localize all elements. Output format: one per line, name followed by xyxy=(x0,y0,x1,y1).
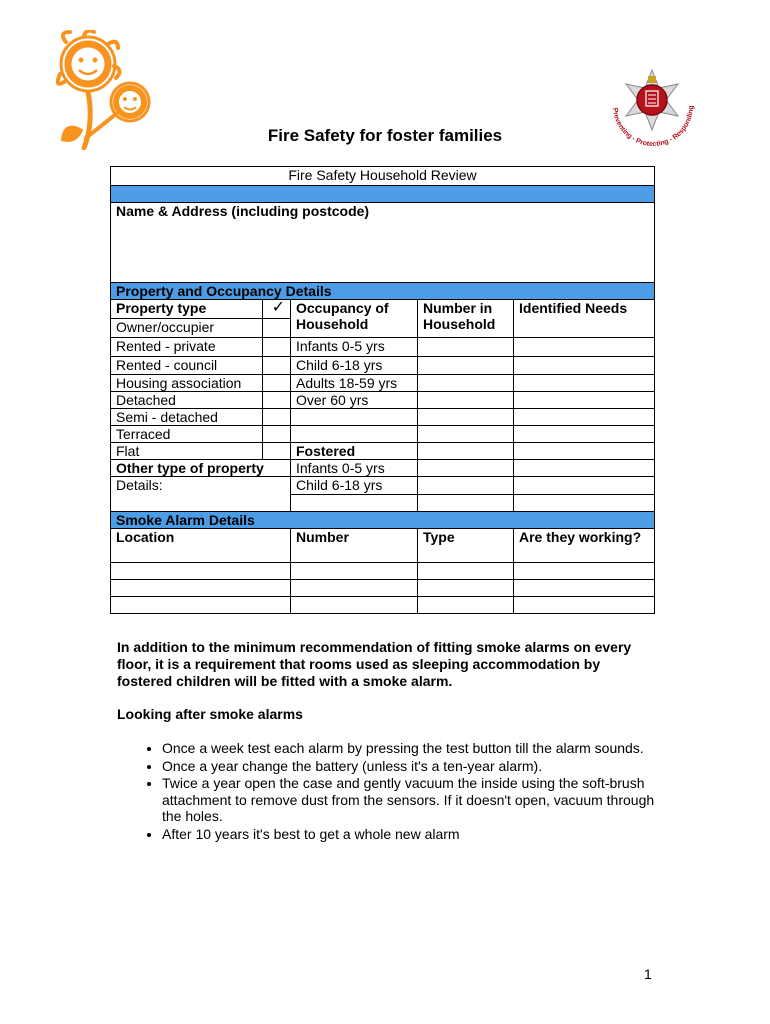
number-cell[interactable] xyxy=(418,375,514,392)
smoke-number-cell[interactable] xyxy=(291,597,418,614)
type-header: Type xyxy=(418,529,514,563)
household-review-form xyxy=(110,166,655,614)
smoke-location-cell[interactable] xyxy=(111,580,291,597)
smoke-number-cell[interactable] xyxy=(291,580,418,597)
number-col-header: Number xyxy=(291,529,418,563)
section-band xyxy=(111,186,655,203)
other-type-label: Other type of property xyxy=(111,460,291,477)
occupancy-item xyxy=(291,426,418,443)
occupancy-item: Infants 0-5 yrs xyxy=(291,338,418,357)
list-item: • Once a week test each alarm by pressing the test button till the alarm sounds. xyxy=(162,740,656,757)
number-header: Number in Household xyxy=(418,300,514,338)
property-tick-cell[interactable] xyxy=(263,409,291,426)
needs-cell[interactable] xyxy=(514,460,655,477)
property-type-item: Rented - private xyxy=(111,338,263,357)
property-type-item: Owner/occupier xyxy=(111,319,263,338)
property-type-item: Housing association xyxy=(111,375,263,392)
page-title: Fire Safety for foster families xyxy=(267,126,503,145)
looking-after-heading: Looking after smoke alarms xyxy=(117,706,303,722)
number-cell[interactable] xyxy=(418,409,514,426)
fire-logo-motto: Preventing - Protecting - Responding xyxy=(610,105,696,147)
occupancy-header: Occupancy of Household xyxy=(291,300,418,338)
smoke-type-cell[interactable] xyxy=(418,597,514,614)
property-tick-cell[interactable] xyxy=(263,319,291,338)
number-cell[interactable] xyxy=(418,392,514,409)
needs-cell[interactable] xyxy=(514,338,655,357)
needs-cell[interactable] xyxy=(514,426,655,443)
property-tick-cell[interactable] xyxy=(263,392,291,409)
page-number: 1 xyxy=(644,966,652,982)
smoke-location-cell[interactable] xyxy=(111,563,291,580)
occupancy-item: Over 60 yrs xyxy=(291,392,418,409)
number-cell[interactable] xyxy=(418,443,514,460)
name-address-label: Name & Address (including postcode) xyxy=(116,203,370,219)
maintenance-list xyxy=(116,740,656,843)
needs-header: Identified Needs xyxy=(514,300,655,338)
tick-header: ✓ xyxy=(263,300,291,319)
number-cell[interactable] xyxy=(418,460,514,477)
smoke-section-label: Smoke Alarm Details xyxy=(111,512,655,529)
needs-cell[interactable] xyxy=(514,477,655,495)
number-cell[interactable] xyxy=(418,338,514,357)
property-tick-cell[interactable] xyxy=(263,443,291,460)
needs-cell[interactable] xyxy=(514,495,655,512)
smoke-location-cell[interactable] xyxy=(111,597,291,614)
list-item: • Once a year change the battery (unless it's a ten-year alarm). xyxy=(162,758,656,775)
property-section-label: Property and Occupancy Details xyxy=(111,283,655,300)
needs-cell[interactable] xyxy=(514,375,655,392)
property-type-item: Flat xyxy=(111,443,263,460)
list-item: • Twice a year open the case and gently vacuum the inside using the soft-brush attachment to remove dust from the sensors. If it doesn't open, vacuum through the holes. xyxy=(162,775,656,825)
property-type-item: Semi - detached xyxy=(111,409,263,426)
smoke-working-cell[interactable] xyxy=(514,563,655,580)
needs-cell[interactable] xyxy=(514,409,655,426)
number-cell[interactable] xyxy=(418,357,514,375)
property-tick-cell[interactable] xyxy=(263,426,291,443)
occupancy-item-fostered: Fostered xyxy=(291,443,418,460)
property-type-item: Rented - council xyxy=(111,357,263,375)
needs-cell[interactable] xyxy=(514,443,655,460)
property-tick-cell[interactable] xyxy=(263,338,291,357)
property-type-item: Detached xyxy=(111,392,263,409)
property-tick-cell[interactable] xyxy=(263,357,291,375)
property-type-header: Property type xyxy=(111,300,263,319)
smoke-type-cell[interactable] xyxy=(418,563,514,580)
location-header: Location xyxy=(111,529,291,563)
occupancy-item: Infants 0-5 yrs xyxy=(291,460,418,477)
occupancy-item: Adults 18-59 yrs xyxy=(291,375,418,392)
details-label: Details: xyxy=(116,477,163,493)
occupancy-item[interactable] xyxy=(291,495,418,512)
details-field[interactable] xyxy=(111,477,291,512)
smoke-working-cell[interactable] xyxy=(514,580,655,597)
needs-cell[interactable] xyxy=(514,357,655,375)
name-address-field[interactable] xyxy=(111,203,655,283)
form-header: Fire Safety Household Review xyxy=(111,167,655,186)
smoke-type-cell[interactable] xyxy=(418,580,514,597)
requirement-paragraph: In addition to the minimum recommendation of fitting smoke alarms on every floor, it is a requirement that rooms used as sleeping accommodation by fostered children will be fitted with a smoke alarm. xyxy=(117,639,632,689)
working-header: Are they working? xyxy=(514,529,655,563)
occupancy-item xyxy=(291,409,418,426)
occupancy-item: Child 6-18 yrs xyxy=(291,357,418,375)
list-item: • After 10 years it's best to get a whole new alarm xyxy=(162,826,656,843)
smoke-number-cell[interactable] xyxy=(291,563,418,580)
property-type-item: Terraced xyxy=(111,426,263,443)
number-cell[interactable] xyxy=(418,426,514,443)
number-cell[interactable] xyxy=(418,477,514,495)
property-tick-cell[interactable] xyxy=(263,375,291,392)
needs-cell[interactable] xyxy=(514,392,655,409)
number-cell[interactable] xyxy=(418,495,514,512)
smoke-working-cell[interactable] xyxy=(514,597,655,614)
occupancy-item: Child 6-18 yrs xyxy=(291,477,418,495)
